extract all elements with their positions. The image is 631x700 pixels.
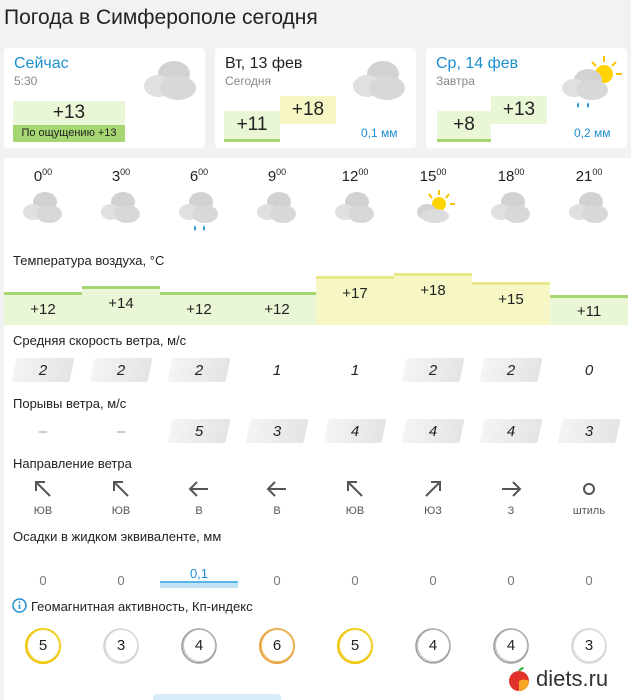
- temp-cell: +11: [550, 295, 628, 325]
- arrow-west-icon: [266, 478, 288, 500]
- card-tomorrow[interactable]: [426, 48, 627, 148]
- precip-value: 0,1: [189, 566, 209, 581]
- now-time: 5:30: [14, 74, 38, 88]
- rain-cloud-icon: [177, 188, 221, 234]
- cloud-icon: [349, 58, 409, 104]
- hour-label: $12^{00}$: [341, 167, 369, 185]
- hour-label: $9^{00}$: [267, 167, 287, 185]
- direction-value: ЮВ: [345, 505, 365, 517]
- wind-speed-value: 2: [506, 362, 516, 379]
- arrow-east-icon: [500, 478, 522, 500]
- today-max: +18: [280, 96, 336, 124]
- direction-cell: [160, 478, 238, 517]
- sun-cloud-icon: [411, 188, 457, 228]
- geo-value: 5: [350, 637, 360, 654]
- direction-cell: [4, 478, 82, 517]
- cloud-icon: [21, 188, 65, 228]
- wind-speed-value: 1: [350, 362, 360, 379]
- hour-label: $21^{00}$: [575, 167, 603, 185]
- gust-value: 4: [350, 423, 360, 440]
- precip-value: 0: [507, 573, 515, 588]
- geo-value: 3: [584, 637, 594, 654]
- calm-circle-icon: [578, 478, 600, 500]
- hour-label: $18^{00}$: [497, 167, 525, 185]
- now-temp: +13: [13, 101, 125, 125]
- direction-value: штиль: [572, 505, 606, 517]
- temp-cell: +17: [316, 276, 394, 325]
- gust-value: 4: [506, 423, 516, 440]
- gust-value: 3: [272, 423, 282, 440]
- precip-value: 0: [117, 573, 125, 588]
- bottom-tab[interactable]: [4, 694, 140, 700]
- arrow-west-icon: [188, 478, 210, 500]
- gust-value: 3: [584, 423, 594, 440]
- temp-cell: +12: [4, 292, 82, 325]
- today-precip: 0,1 мм: [361, 126, 398, 140]
- direction-value: В: [273, 505, 281, 517]
- geo-value: 4: [194, 637, 204, 654]
- cloud-icon: [567, 188, 611, 228]
- apple-logo-icon: [506, 666, 532, 692]
- today-sub: Сегодня: [225, 74, 271, 88]
- bottom-tab[interactable]: [153, 694, 281, 700]
- temp-cell: +18: [394, 273, 472, 325]
- direction-value: В: [195, 505, 203, 517]
- direction-cell: [238, 478, 316, 517]
- sun-rain-cloud-icon: [560, 54, 624, 112]
- direction-cell: [82, 478, 160, 517]
- cloud-icon: [140, 58, 200, 104]
- temp-cell: +12: [238, 292, 316, 325]
- cloud-icon: [255, 188, 299, 228]
- hour-label: $15^{00}$: [419, 167, 447, 185]
- wind-speed-value: 2: [38, 362, 48, 379]
- precipitation-label: Осадки в жидком эквиваленте, мм: [13, 529, 222, 544]
- temperature-label: Температура воздуха, °C: [13, 253, 165, 268]
- geo-value: 4: [428, 637, 438, 654]
- direction-cell: [550, 478, 628, 517]
- direction-value: ЮВ: [33, 505, 53, 517]
- hour-label: $6^{00}$: [189, 167, 209, 185]
- cloud-icon: [333, 188, 377, 228]
- direction-value: ЮЗ: [424, 505, 442, 517]
- direction-value: З: [507, 505, 515, 517]
- geo-value: 5: [38, 637, 48, 654]
- wind-speed-label: Средняя скорость ветра, м/с: [13, 333, 187, 348]
- hour-label: $3^{00}$: [111, 167, 131, 185]
- gusts-label: Порывы ветра, м/с: [13, 396, 127, 411]
- temp-cell: +12: [160, 292, 238, 325]
- info-icon[interactable]: [12, 598, 27, 613]
- wind-speed-value: 1: [272, 362, 282, 379]
- arrow-northwest-icon: [344, 478, 366, 500]
- watermark: [506, 664, 626, 694]
- tomorrow-precip: 0,2 мм: [574, 126, 611, 140]
- arrow-northwest-icon: [110, 478, 132, 500]
- now-feels: По ощущению +13: [13, 125, 125, 142]
- geo-value: 3: [116, 637, 126, 654]
- precip-value: 0: [351, 573, 359, 588]
- tomorrow-max: +13: [491, 96, 547, 124]
- precip-value: 0: [585, 573, 593, 588]
- card-now[interactable]: [4, 48, 205, 148]
- gust-value: –: [38, 423, 48, 440]
- direction-cell: [316, 478, 394, 517]
- tomorrow-date: Ср, 14 фев: [436, 55, 519, 72]
- arrow-northwest-icon: [32, 478, 54, 500]
- gust-value: –: [116, 423, 126, 440]
- today-date: Вт, 13 фев: [225, 55, 303, 72]
- direction-value: ЮВ: [111, 505, 131, 517]
- cloud-icon: [489, 188, 533, 228]
- geomagnetic-label: Геомагнитная активность, Кп-индекс: [31, 599, 253, 614]
- today-min: +11: [224, 111, 280, 142]
- temp-cell: +14: [82, 286, 160, 325]
- tomorrow-sub: Завтра: [436, 74, 475, 88]
- gust-value: 5: [194, 423, 204, 440]
- precip-value: 0: [429, 573, 437, 588]
- page-title: Погода в Симферополе сегодня: [4, 6, 318, 29]
- now-label: Сейчас: [14, 55, 69, 72]
- precip-value: 0: [39, 573, 47, 588]
- precip-bar: [160, 581, 238, 588]
- watermark-text: diets.ru: [536, 666, 609, 691]
- arrow-northeast-icon: [422, 478, 444, 500]
- wind-speed-value: 0: [584, 362, 594, 379]
- direction-cell: [472, 478, 550, 517]
- card-today[interactable]: [215, 48, 416, 148]
- wind-speed-value: 2: [194, 362, 204, 379]
- temp-cell: +15: [472, 282, 550, 325]
- gust-value: 4: [428, 423, 438, 440]
- direction-cell: [394, 478, 472, 517]
- geo-value: 6: [272, 637, 282, 654]
- precip-value: 0: [273, 573, 281, 588]
- wind-speed-value: 2: [428, 362, 438, 379]
- tomorrow-min: +8: [437, 111, 491, 142]
- geo-value: 4: [506, 637, 516, 654]
- cloud-icon: [99, 188, 143, 228]
- wind-speed-value: 2: [116, 362, 126, 379]
- direction-label: Направление ветра: [13, 456, 132, 471]
- hour-label: $0^{00}$: [33, 167, 53, 185]
